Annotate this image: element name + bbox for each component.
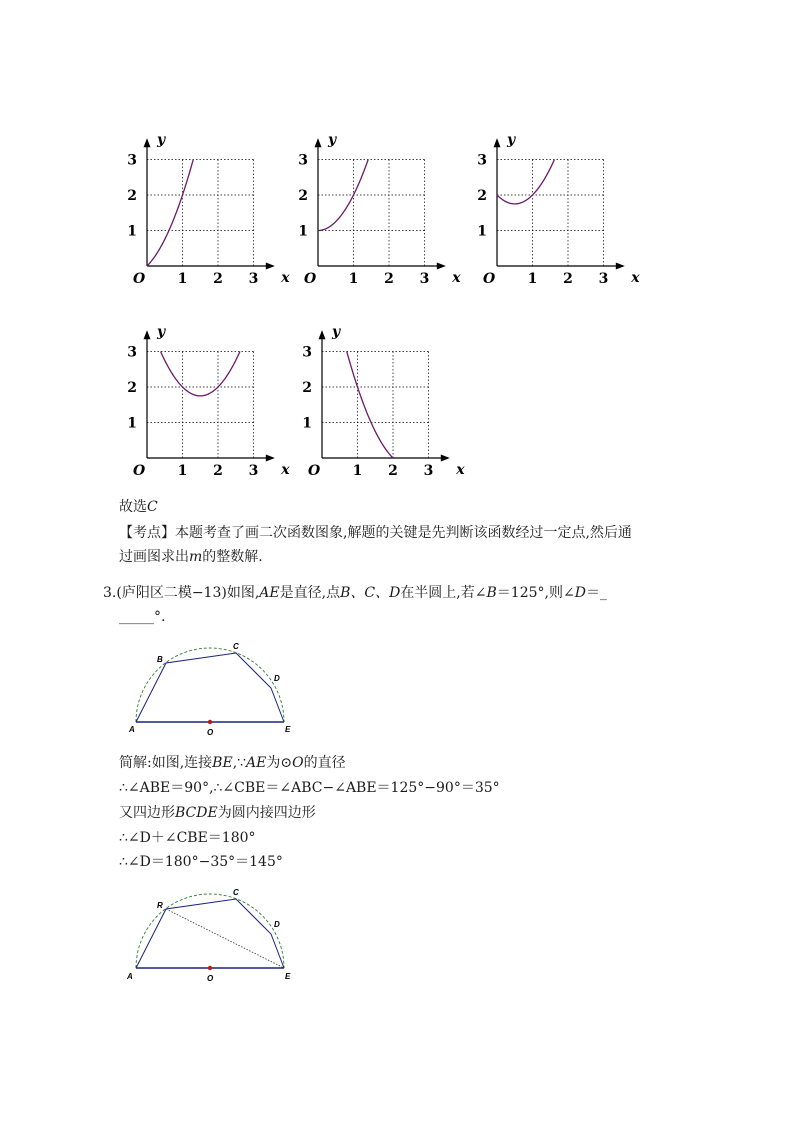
graph-5 xyxy=(302,319,470,479)
x-tick-label: 2 xyxy=(213,271,223,287)
parabola-curve xyxy=(497,160,554,204)
kaodian-text: 【考点】本题考查了画二次函数图象,解题的关键是先判断该函数经过一定点,然后通 xyxy=(119,525,632,541)
y-tick-label: 1 xyxy=(127,223,137,240)
semicircle-figure-2 xyxy=(122,884,302,984)
parabola-curve xyxy=(161,352,240,396)
y-axis-label: y xyxy=(507,131,516,148)
solution-line-4 xyxy=(119,828,256,848)
origin-label: O xyxy=(133,271,146,287)
solution-line-1 xyxy=(119,753,346,773)
y-tick-label: 3 xyxy=(477,152,487,169)
x-tick-label: 3 xyxy=(598,271,609,287)
q3-d: ＝125°,则 xyxy=(496,585,563,601)
y-tick-label: 2 xyxy=(298,188,308,204)
y-tick-label: 2 xyxy=(127,188,137,204)
sol3-bcde: BCDE xyxy=(175,805,218,821)
y-tick-label: 3 xyxy=(302,344,312,361)
x-tick-label: 3 xyxy=(248,463,259,479)
sol1-o: O xyxy=(292,755,304,771)
x-tick-label: 2 xyxy=(563,271,573,287)
sol3-a: 又四边形 xyxy=(119,805,175,821)
y-tick-label: 3 xyxy=(127,344,137,361)
fig2-segment-be xyxy=(166,909,284,968)
x-axis-label: x xyxy=(456,462,465,478)
graph-3 xyxy=(477,128,650,288)
x-axis-arrow xyxy=(266,455,275,462)
fig2-center-dot xyxy=(208,966,212,970)
y-tick-label: 2 xyxy=(302,380,312,396)
sol2: ∴∠ABE＝90°,∴∠CBE＝∠ABC−∠ABE＝125°−90°＝35° xyxy=(119,780,500,796)
kaodian2-a: 过画图求出 xyxy=(119,549,189,565)
answer-line xyxy=(119,497,158,517)
sol1-c: 为⊙ xyxy=(266,755,293,771)
sol1-be: BE xyxy=(212,755,233,771)
x-tick-label: 3 xyxy=(419,271,430,287)
graph-2-svg xyxy=(298,128,466,288)
y-tick-label: 2 xyxy=(127,380,137,396)
sol4: ∴∠D＋∠CBE＝180° xyxy=(119,830,256,846)
y-axis-label: y xyxy=(328,131,337,148)
answer-text: 故选 xyxy=(119,499,147,515)
y-tick-label: 3 xyxy=(298,152,308,169)
y-tick-label: 2 xyxy=(477,188,487,204)
x-tick-label: 1 xyxy=(177,463,188,479)
y-axis-label: y xyxy=(157,131,166,148)
x-tick-label: 1 xyxy=(352,463,363,479)
x-axis-arrow xyxy=(616,263,625,270)
semicircle-figure-1-svg xyxy=(125,638,300,738)
x-tick-label: 3 xyxy=(423,463,434,479)
parabola-curve xyxy=(347,352,393,459)
y-axis-label: y xyxy=(157,323,166,340)
x-axis-arrow xyxy=(266,263,275,270)
x-axis-label: x xyxy=(281,270,290,286)
sol1-d: 的直径 xyxy=(303,755,346,771)
y-axis-arrow xyxy=(319,330,326,339)
x-axis-arrow xyxy=(441,455,450,462)
fig2-label-c: C xyxy=(233,888,239,897)
solution-line-5 xyxy=(119,852,283,872)
y-tick-label: 1 xyxy=(302,415,312,432)
x-tick-label: 1 xyxy=(527,271,538,287)
q3-angle-b: ∠B xyxy=(474,585,497,601)
q3-e: ＝_ xyxy=(585,585,607,601)
semicircle-figure-2-svg xyxy=(122,884,302,984)
semicircle-figure-1 xyxy=(125,638,300,738)
fig1-label-b: B xyxy=(157,655,163,664)
x-tick-label: 2 xyxy=(213,463,223,479)
x-axis-label: x xyxy=(281,462,290,478)
fig1-label-c: C xyxy=(233,642,239,651)
x-axis-arrow xyxy=(437,263,446,270)
kaodian2-b: 的整数解. xyxy=(202,549,263,565)
origin-label: O xyxy=(308,463,321,479)
solution-line-2 xyxy=(119,778,500,798)
fig2-label-a: A xyxy=(127,972,133,981)
q3-a: (庐阳区二模−13)如图, xyxy=(116,585,260,601)
fig2-label-b: R xyxy=(157,901,163,910)
fig1-center-dot xyxy=(208,720,212,724)
solution-line-3 xyxy=(119,803,316,823)
graph-4 xyxy=(127,319,295,479)
graph-1-svg xyxy=(127,128,295,288)
fig2-label-d: D xyxy=(274,920,280,929)
y-axis-arrow xyxy=(315,138,322,147)
y-tick-label: 1 xyxy=(477,223,487,240)
sol1-a: 简解:如图,连接 xyxy=(119,755,213,771)
y-axis-arrow xyxy=(144,330,151,339)
kaodian2-var: m xyxy=(189,549,203,565)
question-3-line-2 xyxy=(119,607,165,627)
y-tick-label: 1 xyxy=(298,223,308,240)
graph-5-svg xyxy=(302,319,470,479)
fig1-label-d: D xyxy=(274,674,280,683)
x-tick-label: 3 xyxy=(248,271,259,287)
kaodian-line-2 xyxy=(119,547,263,567)
y-tick-label: 1 xyxy=(127,415,137,432)
y-axis-label: y xyxy=(332,323,341,340)
origin-label: O xyxy=(483,271,496,287)
q3-number: 3. xyxy=(103,585,117,601)
x-axis-label: x xyxy=(452,270,461,286)
sol3-b: 为圆内接四边形 xyxy=(217,805,316,821)
q3-bcd: B、C、D xyxy=(340,585,401,601)
q3-c: 在半圆上,若 xyxy=(400,585,475,601)
answer-var: C xyxy=(147,499,158,515)
fig1-label-e: E xyxy=(285,725,291,734)
x-axis-label: x xyxy=(631,270,640,286)
fig2-label-e: E xyxy=(285,972,291,981)
graph-1 xyxy=(127,128,295,288)
x-tick-label: 1 xyxy=(348,271,359,287)
y-tick-label: 3 xyxy=(127,152,137,169)
x-tick-label: 1 xyxy=(177,271,188,287)
sol5: ∴∠D＝180°−35°＝145° xyxy=(119,854,283,870)
graph-3-svg xyxy=(477,128,650,288)
x-tick-label: 2 xyxy=(384,271,394,287)
x-tick-label: 2 xyxy=(388,463,398,479)
kaodian-line-1 xyxy=(119,523,632,543)
q3-b: 是直径,点 xyxy=(279,585,341,601)
fig2-label-o: O xyxy=(207,974,214,983)
parabola-curve xyxy=(147,160,193,267)
graph-2 xyxy=(298,128,466,288)
y-axis-arrow xyxy=(494,138,501,147)
fig1-label-a: A xyxy=(129,725,135,734)
sol1-b: ,∵ xyxy=(232,755,247,771)
fig1-label-o: O xyxy=(207,728,214,737)
y-axis-arrow xyxy=(144,138,151,147)
q3-angle-d: ∠D xyxy=(562,585,586,601)
question-3-line-1 xyxy=(103,583,607,603)
q3-blank: _____°. xyxy=(119,609,166,625)
origin-label: O xyxy=(133,463,146,479)
origin-label: O xyxy=(304,271,317,287)
graph-4-svg xyxy=(127,319,295,479)
sol1-ae: AE xyxy=(246,755,267,771)
q3-ae: AE xyxy=(259,585,280,601)
